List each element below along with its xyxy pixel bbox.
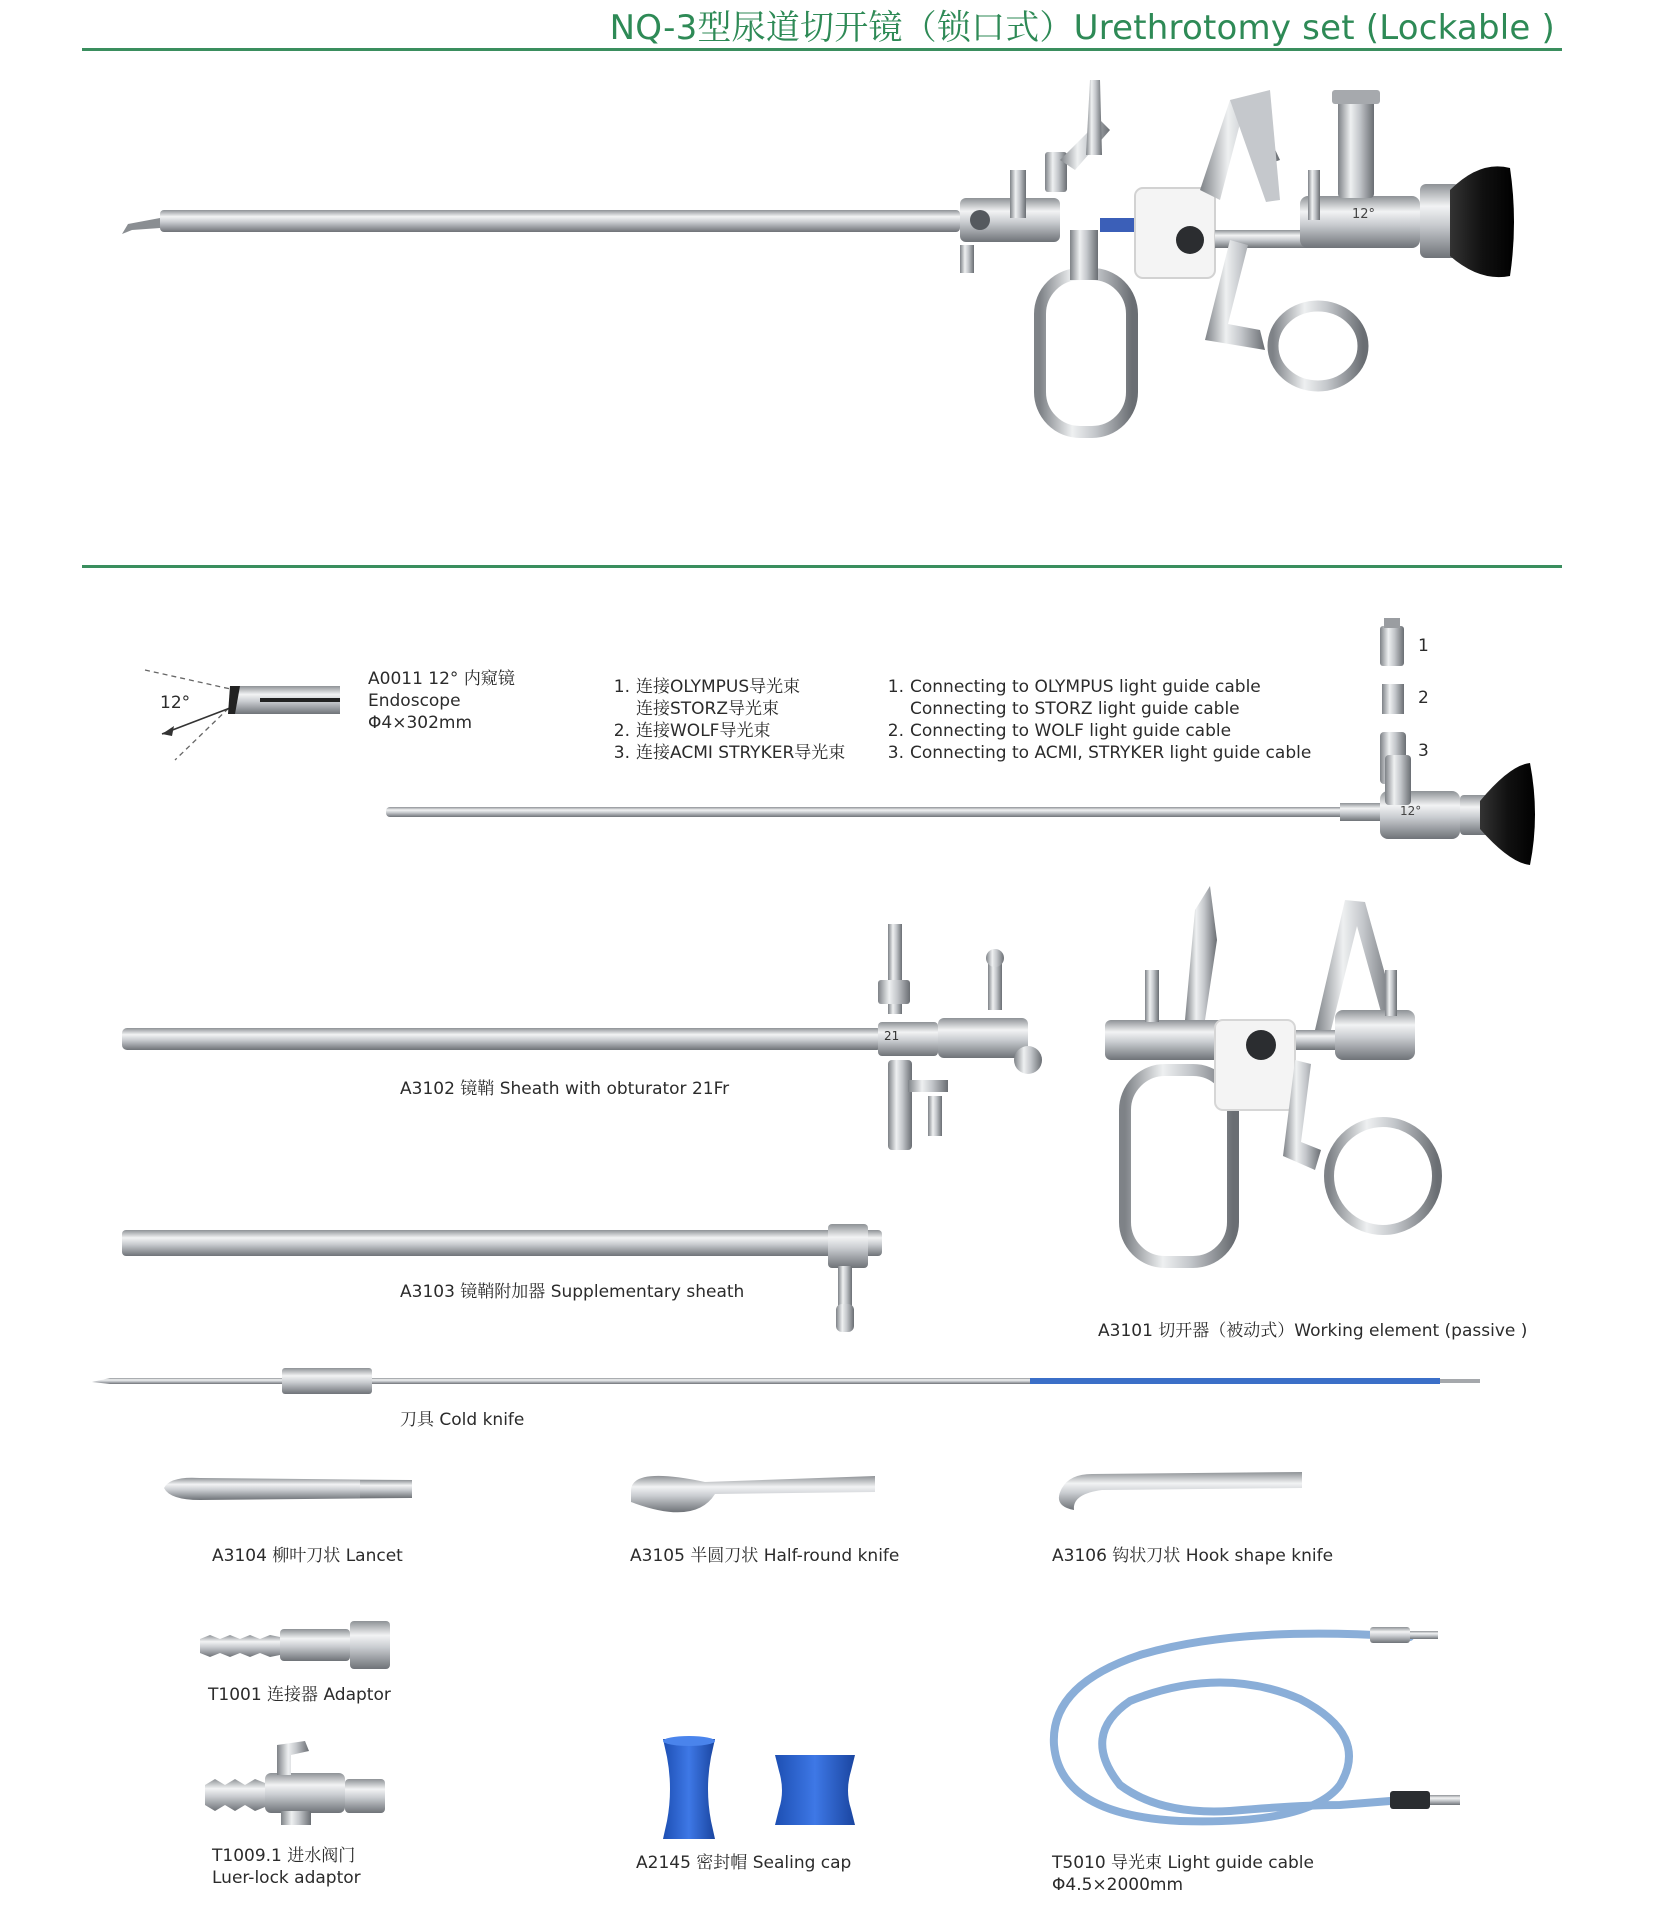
adapter-number-1: 1 (1418, 636, 1429, 656)
supplementary-sheath-label: A3103 镜鞘附加器 Supplementary sheath (400, 1282, 745, 1302)
endoscope-label-line-1: A0011 12° 内窥镜 (368, 669, 515, 689)
lancet-image (160, 1470, 420, 1510)
angle-label: 12° (160, 693, 191, 713)
section-divider (82, 565, 1562, 568)
light-guide-cable-label-line-1: T5010 导光束 Light guide cable (1052, 1853, 1314, 1873)
cn-item-2-num: 2. (613, 721, 630, 741)
luer-lock-adaptor-image (205, 1735, 395, 1830)
light-guide-cable-label (1052, 1852, 1314, 1896)
sealing-cap-image (655, 1735, 865, 1845)
endoscope-angle-text: 12° (1400, 804, 1422, 818)
adaptor-label: T1001 连接器 Adaptor (208, 1685, 391, 1705)
sealing-cap-label: A2145 密封帽 Sealing cap (636, 1853, 852, 1873)
supplementary-sheath-image (118, 1220, 878, 1340)
title-divider (82, 48, 1562, 51)
adapter-number-2: 2 (1418, 688, 1429, 708)
luer-lock-label-line-2: Luer-lock adaptor (212, 1868, 361, 1888)
assembled-urethrotome-image (0, 60, 1677, 480)
working-element-label: A3101 切开器（被动式）Working element (passive ) (1098, 1321, 1528, 1341)
sheath-label: A3102 镜鞘 Sheath with obturator 21Fr (400, 1079, 730, 1099)
cn-item-1-text: 连接OLYMPUS导光束 (636, 677, 801, 697)
page-title: NQ-3型尿道切开镜（锁口式）Urethrotomy set (Lockable ) (609, 8, 1555, 48)
en-item-3-num: 3. (887, 743, 904, 763)
cold-knife-label: 刀具 Cold knife (400, 1410, 525, 1430)
cold-knife-image (90, 1360, 1530, 1400)
sheath-image (118, 900, 1048, 1160)
endoscope-label (368, 668, 515, 734)
adapter-number-3: 3 (1418, 741, 1429, 761)
hook-knife-label: A3106 钩状刀状 Hook shape knife (1052, 1546, 1334, 1566)
hook-knife-image (1052, 1462, 1312, 1522)
working-element-image (1085, 880, 1485, 1310)
endoscope-image (380, 755, 1540, 875)
endoscope-label-line-3: Φ4×302mm (368, 713, 473, 733)
cn-item-1b-text: 连接STORZ导光束 (636, 699, 780, 719)
light-guide-cable-image (1040, 1615, 1460, 1845)
cn-item-3-num: 3. (613, 743, 630, 763)
half-round-knife-label: A3105 半圆刀状 Half-round knife (630, 1546, 900, 1566)
en-item-2-text: Connecting to WOLF light guide cable (910, 721, 1232, 741)
en-item-1b-text: Connecting to STORZ light guide cable (910, 699, 1240, 719)
connections-cn-list (608, 676, 845, 764)
adaptor-image (200, 1615, 400, 1675)
lancet-label: A3104 柳叶刀状 Lancet (212, 1546, 403, 1566)
view-angle-diagram (140, 660, 360, 770)
luer-lock-label-line-1: T1009.1 进水阀门 (212, 1846, 356, 1866)
half-round-knife-image (625, 1462, 885, 1522)
eyepiece-angle-text: 12° (1352, 207, 1376, 222)
cn-item-3-text: 连接ACMI STRYKER导光束 (636, 743, 846, 763)
connections-en-list (882, 676, 1311, 764)
en-item-3-text: Connecting to ACMI, STRYKER light guide cable (910, 743, 1312, 763)
en-item-1-num: 1. (887, 677, 904, 697)
en-item-1-text: Connecting to OLYMPUS light guide cable (910, 677, 1261, 697)
luer-lock-label (212, 1845, 361, 1889)
sheath-size-text: 21 (884, 1029, 900, 1043)
light-guide-cable-label-line-2: Φ4.5×2000mm (1052, 1875, 1184, 1895)
cn-item-2-text: 连接WOLF导光束 (636, 721, 771, 741)
en-item-2-num: 2. (887, 721, 904, 741)
cn-item-1-num: 1. (613, 677, 630, 697)
endoscope-label-line-2: Endoscope (368, 691, 461, 711)
